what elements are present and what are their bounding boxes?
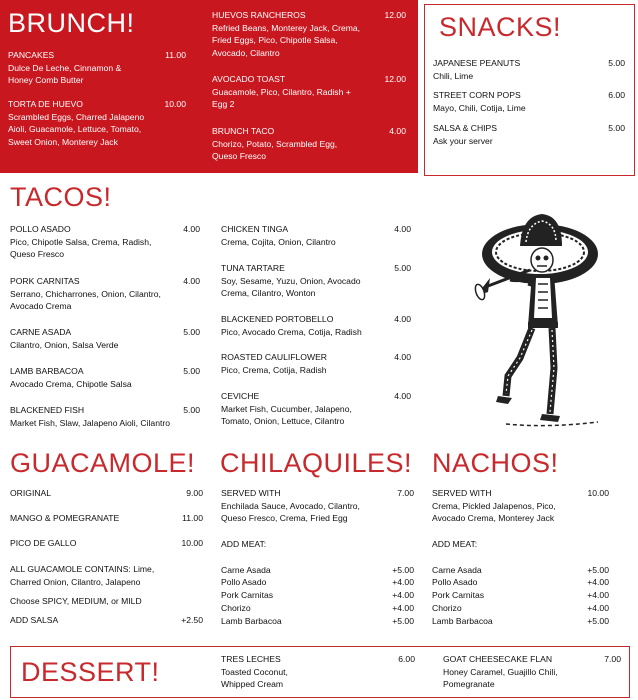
chilaquiles-meat-lamb-barbacoa: Lamb Barbacoa +5.00 (221, 616, 414, 626)
chilaquiles-meat-chorizo: Chorizo +4.00 (221, 603, 414, 613)
menu-item-chicken-tinga: CHICKEN TINGA 4.00 Crema, Cojita, Onion, Cilantro (221, 224, 411, 247)
nachos-meat-lamb-barbacoa: Lamb Barbacoa +5.00 (432, 616, 609, 626)
menu-item-blackened-portobello: BLACKENED PORTOBELLO 4.00 Pico, Avocado Crema, Cotija, Radish (221, 314, 411, 337)
menu-item-mango-pomegranate: MANGO & POMEGRANATE 11.00 (10, 513, 203, 523)
menu-item-add-salsa: ADD SALSA +2.50 (10, 615, 203, 625)
tacos-title: TACOS! (10, 182, 112, 212)
nachos-meat-carne-asada: Carne Asada +5.00 (432, 565, 609, 575)
menu-item-lamb-barbacoa: LAMB BARBACOA 5.00 Avocado Crema, Chipotle Salsa (10, 366, 200, 389)
menu-item-blackened-fish: BLACKENED FISH 5.00 Market Fish, Slaw, Jalapeno Aioli, Cilantro (10, 405, 200, 428)
menu-item-goat-cheesecake-flan: GOAT CHEESECAKE FLAN 7.00 Honey Caramel, Guajillo Chili, Pomegranate (443, 654, 621, 690)
menu-item-pancakes: PANCAKES 11.00 Dulce De Leche, Cinnamon & Honey Comb Butter (8, 50, 186, 86)
chilaquiles-meat-carne-asada: Carne Asada +5.00 (221, 565, 414, 575)
chilaquiles-meat-pork-carnitas: Pork Carnitas +4.00 (221, 590, 414, 600)
menu-item-original: ORIGINAL 9.00 (10, 488, 203, 498)
menu-item-chilaquiles: SERVED WITH 7.00 Enchilada Sauce, Avocado, Cilantro, Queso Fresco, Crema, Fried Egg (221, 488, 414, 524)
menu-item-ceviche: CEVICHE 4.00 Market Fish, Cucumber, Jalapeno, Tomato, Onion, Lettuce, Cilantro (221, 391, 411, 427)
nachos-meat-pollo-asado: Pollo Asado +4.00 (432, 577, 609, 587)
menu-item-avocado-toast: AVOCADO TOAST 12.00 Guacamole, Pico, Cilantro, Radish + Egg 2 (212, 74, 406, 110)
snacks-title: SNACKS! (439, 12, 562, 42)
menu-item-pork-carnitas: PORK CARNITAS 4.00 Serrano, Chicharrones, Onion, Cilantro, Avocado Crema (10, 276, 200, 312)
brunch-title: BRUNCH! (8, 8, 135, 38)
menu-item-salsa-and-chips: SALSA & CHIPS 5.00 Ask your server (433, 123, 625, 146)
menu-item-roasted-cauliflower: ROASTED CAULIFLOWER 4.00 Pico, Crema, Cotija, Radish (221, 352, 411, 375)
menu-item-huevos-rancheros: HUEVOS RANCHEROS 12.00 Refried Beans, Monterey Jack, Crema, Fried Eggs, Pico, Chipotle Salsa, Avocado, Cilantro (212, 10, 406, 58)
menu-item-brunch-taco: BRUNCH TACO 4.00 Chorizo, Potato, Scrambled Egg, Queso Fresco (212, 126, 406, 162)
nachos-title: NACHOS! (432, 448, 559, 478)
left-leg (506, 328, 532, 396)
chilaquiles-meat-pollo-asado: Pollo Asado +4.00 (221, 577, 414, 587)
menu-item-nachos: SERVED WITH 10.00 Crema, Pickled Jalapenos, Pico, Avocado Crema, Monterey Jack (432, 488, 609, 524)
nachos-add-meat-label: ADD MEAT: (432, 539, 478, 549)
menu-item-pollo-asado: POLLO ASADO 4.00 Pico, Chipotle Salsa, Crema, Radish, Queso Fresco (10, 224, 200, 260)
chilaquiles-title: CHILAQUILES! (220, 448, 413, 478)
menu-item-tuna-tartare: TUNA TARTARE 5.00 Soy, Sesame, Yuzu, Onion, Avocado Crema, Cilantro, Wonton (221, 263, 411, 299)
chilaquiles-add-meat-label: ADD MEAT: (221, 539, 267, 549)
menu-item-street-corn-pops: STREET CORN POPS 6.00 Mayo, Chili, Cotija, Lime (433, 90, 625, 113)
dessert-section (10, 646, 630, 698)
menu-item-tres-leches: TRES LECHES 6.00 Toasted Coconut, Whipped Cream (221, 654, 415, 690)
skeleton-mariachi-illustration (458, 208, 618, 436)
snacks-section (424, 4, 635, 176)
menu-item-pico-de-gallo: PICO DE GALLO 10.00 (10, 538, 203, 548)
menu-item-japanese-peanuts: JAPANESE PEANUTS 5.00 Chili, Lime (433, 58, 625, 81)
brunch-section (0, 0, 418, 173)
nachos-meat-chorizo: Chorizo +4.00 (432, 603, 609, 613)
skull (531, 248, 553, 272)
guacamole-contains-note: ALL GUACAMOLE CONTAINS: Lime, Charred Onion, Cilantro, Jalapeno (10, 564, 155, 587)
menu-item-torta-de-huevo: TORTA DE HUEVO 10.00 Scrambled Eggs, Charred Jalapeno Aioli, Guacamole, Lettuce, Tomato, Sweet Onion, Monterey Jack (8, 99, 186, 147)
dessert-title: DESSERT! (21, 657, 160, 687)
guacamole-title: GUACAMOLE! (10, 448, 196, 478)
guacamole-spice-note: Choose SPICY, MEDIUM, or MILD (10, 596, 142, 606)
menu-item-carne-asada: CARNE ASADA 5.00 Cilantro, Onion, Salsa Verde (10, 327, 200, 350)
nachos-meat-pork-carnitas: Pork Carnitas +4.00 (432, 590, 609, 600)
